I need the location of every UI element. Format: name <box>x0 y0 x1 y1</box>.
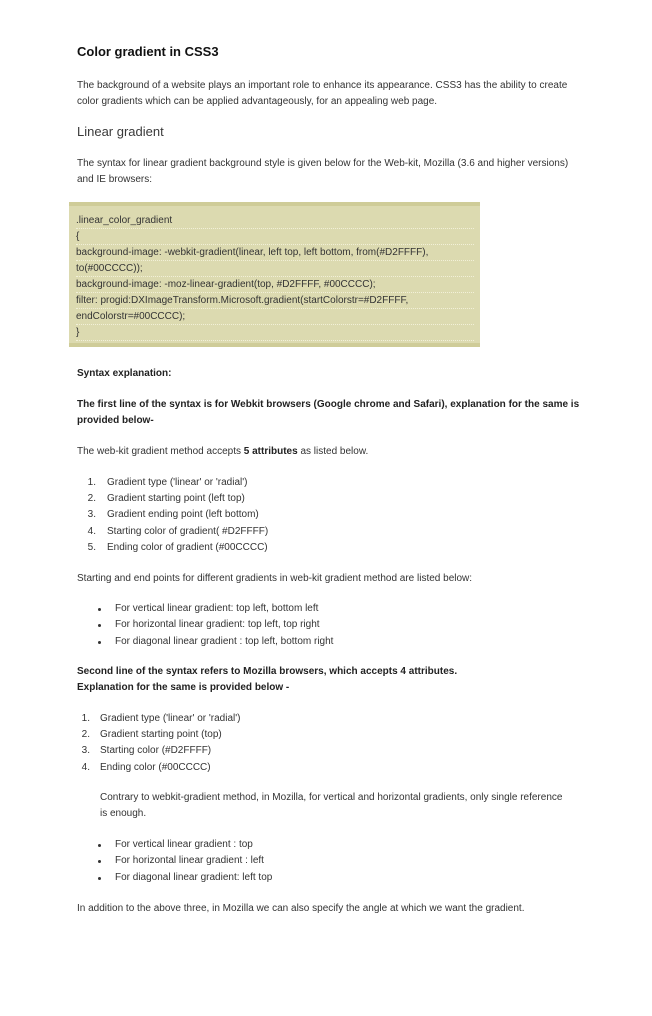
bullet-icon <box>98 844 101 847</box>
list-item: For vertical linear gradient: top left, bottom left <box>115 603 319 614</box>
bullet-icon <box>98 860 101 863</box>
points-intro-paragraph: Starting and end points for different gradients in web-kit gradient method are listed below: <box>77 573 473 584</box>
mozilla-note-paragraph: Contrary to webkit-gradient method, in Mozilla, for vertical and horizontal gradients, only single reference is enough. <box>100 792 563 819</box>
list-item: Gradient ending point (left bottom) <box>107 509 259 520</box>
webkit-attributes-sentence: The web-kit gradient method accepts 5 attributes as listed below. <box>77 446 369 457</box>
code-line: background-image: -webkit-gradient(linear, left top, left bottom, from(#D2FFFF), <box>76 245 474 261</box>
code-line: { <box>76 229 474 245</box>
list-item: For horizontal linear gradient : left <box>115 855 264 866</box>
page-title: Color gradient in CSS3 <box>77 44 219 59</box>
bullet-icon <box>98 877 101 880</box>
bullet-icon <box>98 624 101 627</box>
code-line: to(#00CCCC)); <box>76 261 474 277</box>
list-item: Gradient starting point (top) <box>100 729 222 740</box>
code-line: .linear_color_gradient <box>76 213 474 229</box>
closing-paragraph: In addition to the above three, in Mozilla we can also specify the angle at which we want the gradient. <box>77 903 525 914</box>
list-item: Starting color of gradient( #D2FFFF) <box>107 526 269 537</box>
code-block <box>69 202 480 347</box>
syntax-intro-paragraph: The syntax for linear gradient background style is given below for the Web-kit, Mozilla (3.6 and higher versions) and IE browsers: <box>77 158 569 185</box>
code-line: background-image: -moz-linear-gradient(top, #D2FFFF, #00CCCC); <box>76 277 474 293</box>
list-item: For vertical linear gradient : top <box>115 839 253 850</box>
list-item: Ending color (#00CCCC) <box>100 762 211 773</box>
list-item: For diagonal linear gradient: left top <box>115 872 273 883</box>
code-line: endColorstr=#00CCCC); <box>76 309 474 325</box>
section-heading: Linear gradient <box>77 124 164 139</box>
list-item: Gradient type ('linear' or 'radial') <box>100 713 241 724</box>
bullet-icon <box>98 641 101 644</box>
list-item: Gradient starting point (left top) <box>107 493 245 504</box>
list-item: Gradient type ('linear' or 'radial') <box>107 477 248 488</box>
webkit-heading: The first line of the syntax is for Webkit browsers (Google chrome and Safari), explanation for the same is provided below- <box>77 399 580 426</box>
list-item: For diagonal linear gradient : top left, bottom right <box>115 636 334 647</box>
code-line: filter: progid:DXImageTransform.Microsoft.gradient(startColorstr=#D2FFFF, <box>76 293 474 309</box>
list-item: For horizontal linear gradient: top left, top right <box>115 619 320 630</box>
bullet-icon <box>98 608 101 611</box>
intro-paragraph: The background of a website plays an important role to enhance its appearance. CSS3 has the ability to create color gradients which can be applied advantageously, for an appealing web page. <box>77 80 568 107</box>
mozilla-heading: Second line of the syntax refers to Mozilla browsers, which accepts 4 attributes. Explanation for the same is provided below - <box>77 666 458 693</box>
list-item: Starting color (#D2FFFF) <box>100 745 212 756</box>
code-line: } <box>76 325 474 341</box>
syntax-explanation-heading: Syntax explanation: <box>77 368 172 379</box>
list-item: Ending color of gradient (#00CCCC) <box>107 542 268 553</box>
